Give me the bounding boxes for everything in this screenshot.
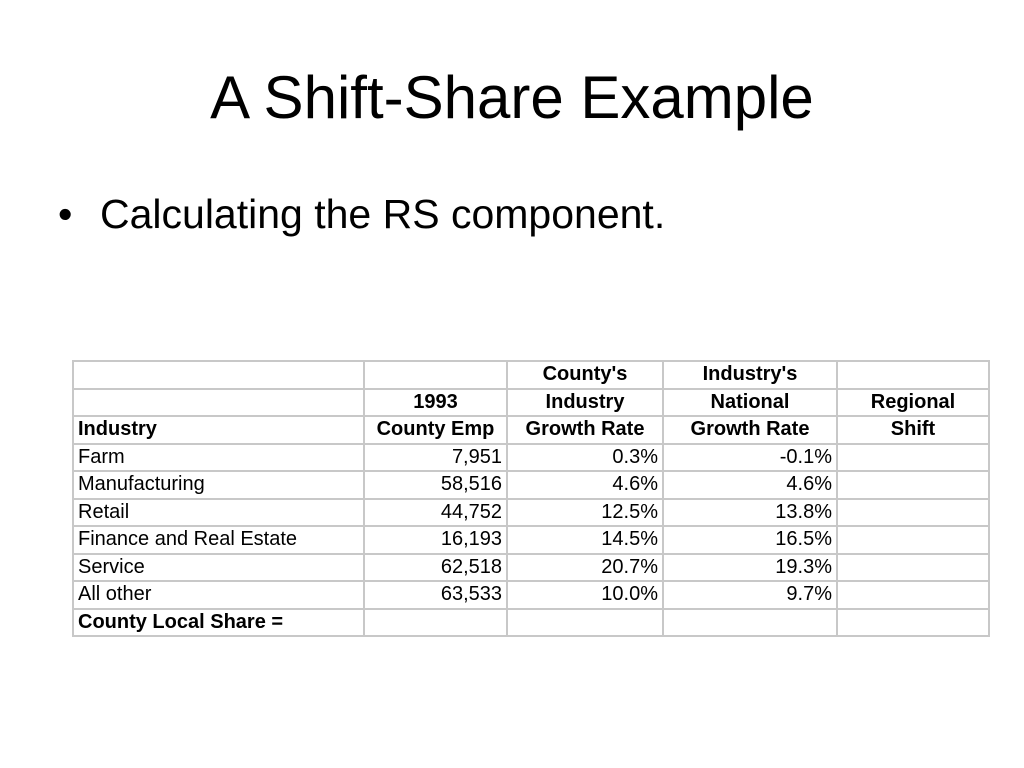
regional-shift-cell	[837, 526, 989, 554]
regional-shift-cell	[837, 471, 989, 499]
header-cell: Regional	[837, 389, 989, 417]
county-growth-cell: 4.6%	[507, 471, 663, 499]
header-cell: Industry	[73, 416, 364, 444]
county-emp-cell: 7,951	[364, 444, 507, 472]
regional-shift-cell	[837, 581, 989, 609]
county-growth-cell: 12.5%	[507, 499, 663, 527]
national-growth-cell: 16.5%	[663, 526, 837, 554]
header-cell	[364, 361, 507, 389]
county-emp-cell: 63,533	[364, 581, 507, 609]
regional-shift-cell	[837, 444, 989, 472]
county-emp-cell: 58,516	[364, 471, 507, 499]
footer-row	[73, 609, 989, 637]
national-growth-cell: 9.7%	[663, 581, 837, 609]
county-local-share-label: County Local Share =	[73, 609, 364, 637]
empty-cell	[663, 609, 837, 637]
county-emp-cell: 62,518	[364, 554, 507, 582]
county-emp-cell: 16,193	[364, 526, 507, 554]
industry-cell: Service	[73, 554, 364, 582]
table-row	[73, 554, 989, 582]
national-growth-cell: 13.8%	[663, 499, 837, 527]
header-cell: Growth Rate	[507, 416, 663, 444]
header-row	[73, 361, 989, 389]
county-growth-cell: 14.5%	[507, 526, 663, 554]
header-cell	[837, 361, 989, 389]
header-cell: Growth Rate	[663, 416, 837, 444]
header-cell	[73, 361, 364, 389]
table-row	[73, 581, 989, 609]
slide-title: A Shift-Share Example	[210, 64, 814, 131]
industry-cell: Retail	[73, 499, 364, 527]
table-row	[73, 526, 989, 554]
bullet-text: Calculating the RS component.	[100, 191, 666, 237]
header-row	[73, 416, 989, 444]
header-cell: County's	[507, 361, 663, 389]
county-growth-cell: 10.0%	[507, 581, 663, 609]
header-cell: 1993	[364, 389, 507, 417]
table-row	[73, 444, 989, 472]
header-cell: National	[663, 389, 837, 417]
header-cell: County Emp	[364, 416, 507, 444]
national-growth-cell: -0.1%	[663, 444, 837, 472]
county-emp-cell: 44,752	[364, 499, 507, 527]
regional-shift-cell	[837, 554, 989, 582]
regional-shift-cell	[837, 499, 989, 527]
industry-cell: Farm	[73, 444, 364, 472]
header-row	[73, 389, 989, 417]
industry-cell: All other	[73, 581, 364, 609]
shift-share-table	[72, 360, 990, 637]
header-cell: Shift	[837, 416, 989, 444]
national-growth-cell: 4.6%	[663, 471, 837, 499]
county-growth-cell: 0.3%	[507, 444, 663, 472]
county-growth-cell: 20.7%	[507, 554, 663, 582]
header-cell: Industry's	[663, 361, 837, 389]
table-row	[73, 499, 989, 527]
empty-cell	[507, 609, 663, 637]
header-cell	[73, 389, 364, 417]
industry-cell: Manufacturing	[73, 471, 364, 499]
table-row	[73, 471, 989, 499]
industry-cell: Finance and Real Estate	[73, 526, 364, 554]
national-growth-cell: 19.3%	[663, 554, 837, 582]
header-cell: Industry	[507, 389, 663, 417]
empty-cell	[837, 609, 989, 637]
bullet-icon: •	[58, 191, 73, 237]
bullet-item	[58, 188, 665, 240]
empty-cell	[364, 609, 507, 637]
